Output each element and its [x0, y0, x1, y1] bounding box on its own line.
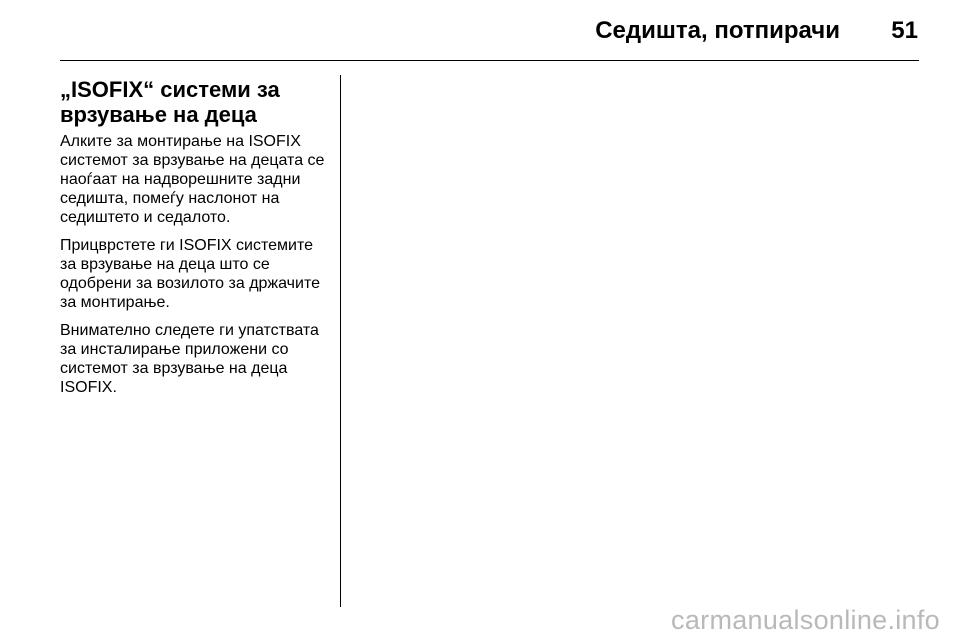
chapter-title: Седишта, потпирачи	[595, 17, 840, 44]
paragraph-follow-instructions	[60, 321, 334, 397]
section-heading-line: „ISOFIX“ системи за	[60, 77, 280, 102]
paragraph-line: седиштето и седалото.	[60, 209, 231, 226]
paragraph-fasten-systems	[60, 236, 334, 312]
column-divider	[340, 75, 341, 607]
left-column	[60, 77, 334, 406]
paragraph-isofix-location	[60, 132, 334, 227]
paragraph-line: ISOFIX.	[60, 379, 117, 396]
paragraph-line: Прицврстете ги ISOFIX системите	[60, 237, 313, 254]
paragraph-line: за врзување на деца што се	[60, 256, 270, 273]
paragraph-line: наоѓаат на надворешните задни	[60, 171, 301, 188]
paragraph-line: Внимателно следете ги упатствата	[60, 322, 319, 339]
paragraph-line: Алките за монтирање на ISOFIX	[60, 133, 301, 150]
paragraph-line: за монтирање.	[60, 294, 170, 311]
paragraph-line: одобрени за возилото за држачите	[60, 275, 320, 292]
header-divider	[60, 60, 919, 61]
section-heading-line: врзување на деца	[60, 102, 257, 127]
paragraph-line: системот за врзување на децата се	[60, 152, 325, 169]
section-heading	[60, 77, 334, 127]
paragraph-line: системот за врзување на деца	[60, 360, 288, 377]
watermark-text: carmanualsonline.info	[671, 605, 940, 635]
paragraph-line: седишта, помеѓу наслонот на	[60, 190, 280, 207]
paragraph-line: за инсталирање приложени со	[60, 341, 289, 358]
page-number: 51	[891, 17, 918, 44]
